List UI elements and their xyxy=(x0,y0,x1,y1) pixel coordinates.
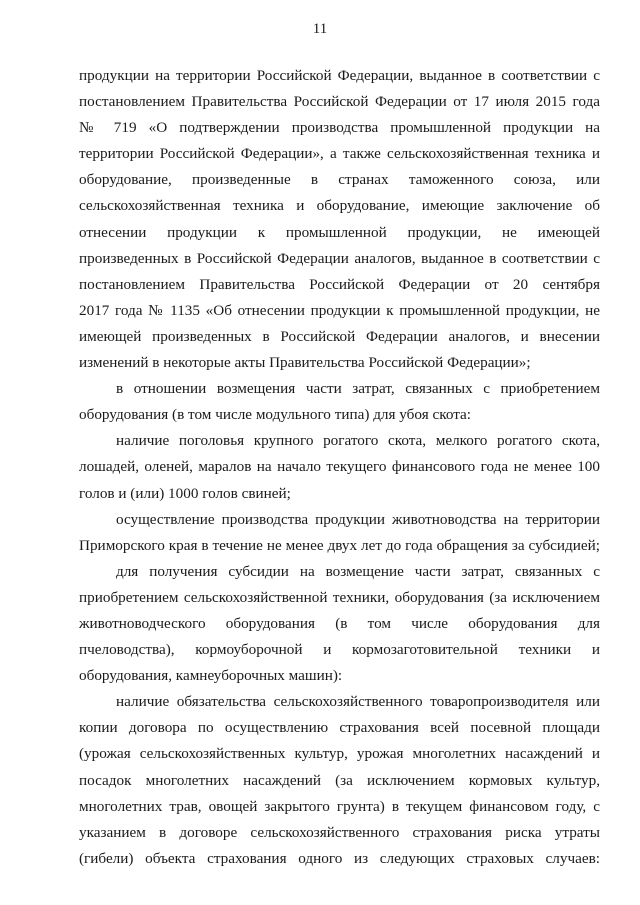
text-line: оборудование, произведенные в странах таможенного союза, или xyxy=(79,171,600,189)
text-line: наличие поголовья крупного рогатого скота, мелкого рогатого скота, xyxy=(116,432,600,450)
text-line: животноводческого оборудования (в том числе оборудования для xyxy=(79,614,600,632)
text-line: Приморского края в течение не менее двух лет до года обращения за субсидией; xyxy=(79,536,600,554)
text-line: оборудования (в том числе модульного типа) для убоя скота: xyxy=(79,406,472,424)
text-line: оборудования, камнеуборочных машин): xyxy=(79,667,343,685)
text-line: сельскохозяйственная техника и оборудование, имеющие заключение об xyxy=(79,197,600,215)
text-line: лошадей, оленей, маралов на начало текущего финансового года не менее 100 xyxy=(79,458,600,476)
text-line: территории Российской Федерации», а также сельскохозяйственная техника и xyxy=(79,145,600,163)
text-line: копии договора по осуществлению страхования всей посевной площади xyxy=(79,719,600,737)
text-line: многолетних трав, овощей закрытого грунта) в текущем финансовом году, с xyxy=(79,797,600,815)
text-line: имеющей произведенных в Российской Федерации аналогов, и внесении xyxy=(79,327,600,345)
text-line: постановлением Правительства Российской Федерации от 20 сентября xyxy=(79,275,600,293)
text-line: отнесении продукции к промышленной продукции, не имеющей xyxy=(79,223,600,241)
text-line: 2017 года № 1135 «Об отнесении продукции к промышленной продукции, не xyxy=(79,301,600,319)
text-line: продукции на территории Российской Федерации, выданное в соответствии с xyxy=(79,67,600,84)
text-line: (гибели) объекта страхования одного из следующих страховых случаев: xyxy=(79,849,600,867)
text-line: осуществление производства продукции животноводства на территории xyxy=(116,510,600,528)
text-line: № 719 «О подтверждении производства промышленной продукции на xyxy=(79,119,600,137)
text-line: (урожая сельскохозяйственных культур, урожая многолетних насаждений и xyxy=(79,745,600,763)
page-number: 11 xyxy=(312,21,328,37)
text-line: постановлением Правительства Российской Федерации от 17 июля 2015 года xyxy=(79,93,600,111)
text-line: указанием в договоре сельскохозяйственного страхования риска утраты xyxy=(79,823,600,841)
body-text xyxy=(79,63,600,872)
text-line: посадок многолетних насаждений (за исключением кормовых культур, xyxy=(79,771,600,789)
text-line: пчеловодства), кормоуборочной и кормозаготовительной техники и xyxy=(79,641,600,659)
text-line: в отношении возмещения части затрат, связанных с приобретением xyxy=(116,380,600,398)
text-line: для получения субсидии на возмещение части затрат, связанных с xyxy=(116,562,600,580)
text-line: голов и (или) 1000 голов свиней; xyxy=(79,484,291,502)
text-line: наличие обязательства сельскохозяйственного товаропроизводителя или xyxy=(116,693,600,711)
text-line: изменений в некоторые акты Правительства Российской Федерации»; xyxy=(79,354,531,372)
text-line: приобретением сельскохозяйственной техники, оборудования (за исключением xyxy=(79,588,600,606)
text-line: произведенных в Российской Федерации аналогов, выданное в соответствии с xyxy=(79,249,600,267)
